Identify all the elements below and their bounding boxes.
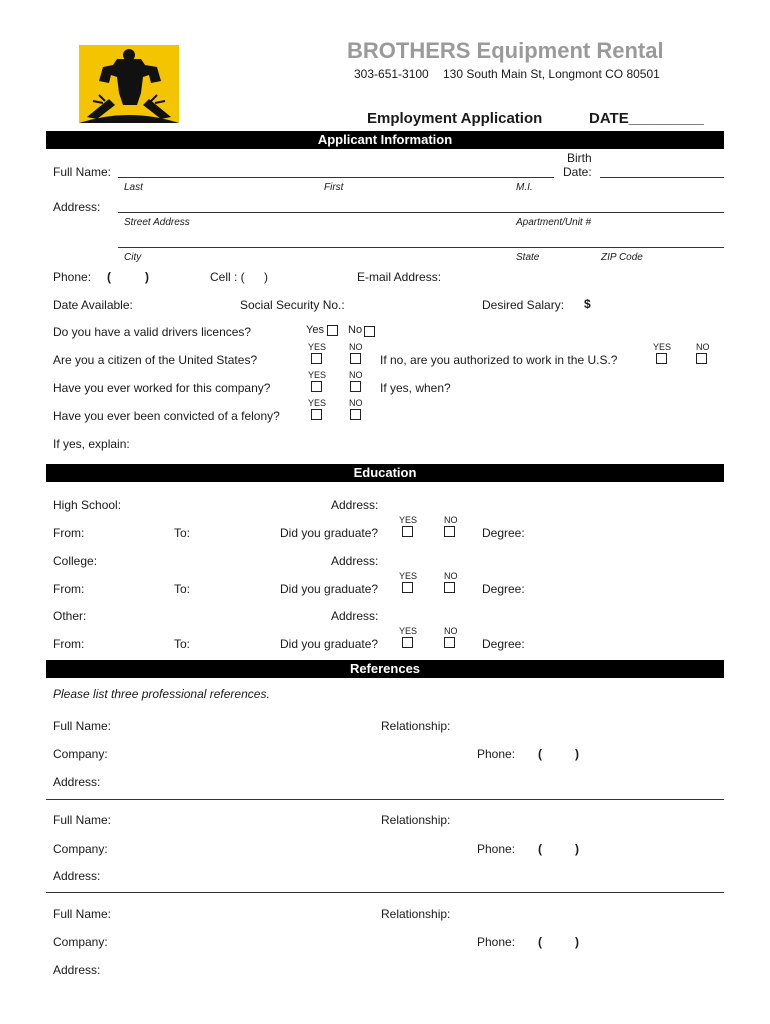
city-state-input[interactable]: [118, 247, 724, 248]
apartment-label: Apartment/Unit #: [516, 217, 592, 228]
felony-question: Have you ever been convicted of a felony?: [53, 409, 280, 423]
ref1-phone-close: ): [575, 747, 579, 761]
phone-label: Phone:: [53, 270, 92, 284]
hs-from-label: From:: [53, 526, 85, 540]
college-to-label: To:: [174, 582, 191, 596]
license-yes-checkbox[interactable]: [327, 325, 338, 336]
citizen-no-label: NO: [349, 342, 363, 352]
company-name: BROTHERS Equipment Rental: [347, 38, 664, 63]
felony-yes-label: YES: [308, 398, 327, 408]
zip-label: ZIP Code: [601, 252, 643, 263]
worked-no-label: NO: [349, 370, 363, 380]
other-yes-label: YES: [399, 626, 418, 636]
citizen-question: Are you a citizen of the United States?: [53, 353, 258, 367]
college-address-label: Address:: [331, 554, 379, 568]
date-available-label: Date Available:: [53, 298, 133, 312]
company-address: 130 South Main St, Longmont CO 80501: [443, 67, 660, 81]
date-field[interactable]: DATE_________: [589, 110, 704, 127]
citizen-no-checkbox[interactable]: [350, 353, 361, 364]
other-from-label: From:: [53, 637, 85, 651]
worked-no-checkbox[interactable]: [350, 381, 361, 392]
ssn-label: Social Security No.:: [240, 298, 345, 312]
ref1-phone-label: Phone:: [477, 747, 516, 761]
ref2-relationship-label: Relationship:: [381, 813, 451, 827]
college-yes-checkbox[interactable]: [402, 582, 413, 593]
other-degree-label: Degree:: [482, 637, 525, 651]
hs-degree-label: Degree:: [482, 526, 525, 540]
references-instruction: Please list three professional references.: [53, 687, 270, 701]
hs-no-checkbox[interactable]: [444, 526, 455, 537]
ref3-relationship-label: Relationship:: [381, 907, 451, 921]
ref1-phone-open: (: [538, 747, 542, 761]
authorized-no-checkbox[interactable]: [696, 353, 707, 364]
other-no-label: NO: [444, 626, 458, 636]
license-yes-label: Yes: [306, 324, 324, 336]
first-label: First: [324, 182, 344, 193]
ref1-divider: [46, 799, 724, 800]
street-address-label: Street Address: [124, 217, 190, 228]
worked-yes-checkbox[interactable]: [311, 381, 322, 392]
authorized-question: If no, are you authorized to work in the U.S.?: [380, 353, 618, 367]
hs-graduate-label: Did you graduate?: [280, 526, 379, 540]
authorized-yes-label: YES: [653, 342, 672, 352]
city-label: City: [124, 252, 142, 263]
license-question: Do you have a valid drivers licences?: [53, 325, 252, 339]
authorized-yes-checkbox[interactable]: [656, 353, 667, 364]
citizen-yes-checkbox[interactable]: [311, 353, 322, 364]
ref3-company-label: Company:: [53, 935, 108, 949]
ref2-phone-open: (: [538, 842, 542, 856]
college-degree-label: Degree:: [482, 582, 525, 596]
citizen-yes-label: YES: [308, 342, 327, 352]
phone-close-paren: ): [145, 270, 149, 284]
felony-no-label: NO: [349, 398, 363, 408]
hs-no-label: NO: [444, 515, 458, 525]
birth-date-label-1: Birth: [567, 151, 592, 165]
high-school-address-label: Address:: [331, 498, 379, 512]
section-applicant-header: Applicant Information: [46, 131, 724, 149]
ref2-company-label: Company:: [53, 842, 108, 856]
other-address-label: Address:: [331, 609, 379, 623]
college-from-label: From:: [53, 582, 85, 596]
company-phone: 303-651-3100: [354, 67, 429, 81]
ref1-full-name-label: Full Name:: [53, 719, 112, 733]
section-education-header: Education: [46, 464, 724, 482]
ref2-divider: [46, 892, 724, 893]
phone-open-paren: (: [107, 270, 111, 284]
street-address-input[interactable]: [118, 212, 724, 213]
license-no-label: No: [348, 324, 363, 336]
authorized-no-label: NO: [696, 342, 710, 352]
address-label: Address:: [53, 200, 101, 214]
other-no-checkbox[interactable]: [444, 637, 455, 648]
other-graduate-label: Did you graduate?: [280, 637, 379, 651]
company-logo: [79, 45, 179, 123]
birth-date-label-2: Date:: [563, 165, 592, 179]
cell-close-paren: ): [264, 270, 268, 284]
section-references-header: References: [46, 660, 724, 678]
ref3-address-label: Address:: [53, 963, 101, 977]
other-yes-checkbox[interactable]: [402, 637, 413, 648]
hs-yes-checkbox[interactable]: [402, 526, 413, 537]
felony-yes-checkbox[interactable]: [311, 409, 322, 420]
ref1-relationship-label: Relationship:: [381, 719, 451, 733]
other-to-label: To:: [174, 637, 191, 651]
license-no-checkbox[interactable]: [364, 326, 375, 337]
full-name-input[interactable]: [118, 177, 554, 178]
cell-label: Cell : (: [210, 270, 245, 284]
ref1-company-label: Company:: [53, 747, 108, 761]
college-no-checkbox[interactable]: [444, 582, 455, 593]
email-label: E-mail Address:: [357, 270, 442, 284]
form-title: Employment Application: [367, 110, 543, 127]
hs-yes-label: YES: [399, 515, 418, 525]
state-label: State: [516, 252, 540, 263]
college-graduate-label: Did you graduate?: [280, 582, 379, 596]
ref3-full-name-label: Full Name:: [53, 907, 112, 921]
explain-label: If yes, explain:: [53, 437, 130, 451]
last-label: Last: [124, 182, 143, 193]
ref2-phone-close: ): [575, 842, 579, 856]
felony-no-checkbox[interactable]: [350, 409, 361, 420]
ref3-phone-open: (: [538, 935, 542, 949]
ref2-full-name-label: Full Name:: [53, 813, 112, 827]
ref2-phone-label: Phone:: [477, 842, 516, 856]
ref3-phone-close: ): [575, 935, 579, 949]
dollar-sign: $: [584, 297, 591, 311]
ref1-address-label: Address:: [53, 775, 101, 789]
desired-salary-label: Desired Salary:: [482, 298, 565, 312]
full-name-label: Full Name:: [53, 165, 112, 179]
college-label: College:: [53, 554, 98, 568]
other-label: Other:: [53, 609, 87, 623]
ref2-address-label: Address:: [53, 869, 101, 883]
worked-yes-label: YES: [308, 370, 327, 380]
worked-question: Have you ever worked for this company?: [53, 381, 271, 395]
college-no-label: NO: [444, 571, 458, 581]
worked-when-label: If yes, when?: [380, 381, 451, 395]
birth-date-input[interactable]: [600, 177, 724, 178]
high-school-label: High School:: [53, 498, 122, 512]
ref3-phone-label: Phone:: [477, 935, 516, 949]
mi-label: M.I.: [516, 182, 533, 193]
hs-to-label: To:: [174, 526, 191, 540]
college-yes-label: YES: [399, 571, 418, 581]
